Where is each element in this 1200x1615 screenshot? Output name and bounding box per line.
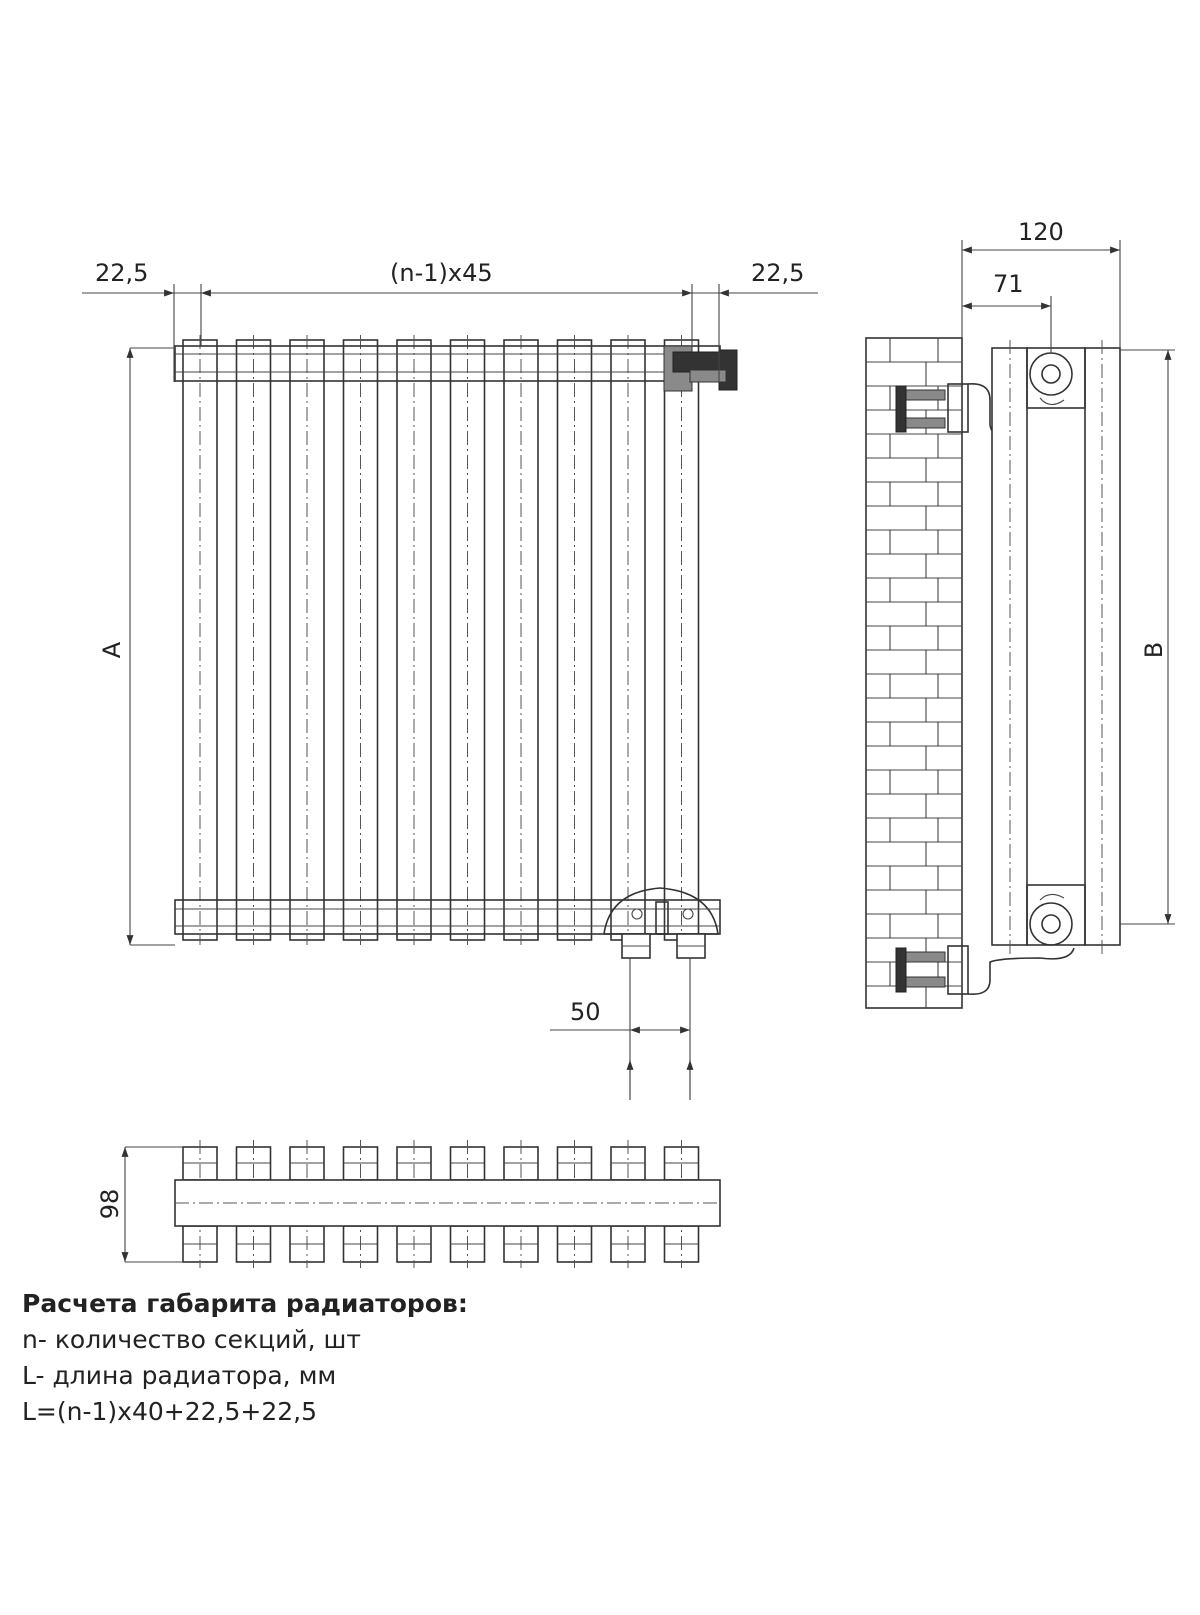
- dim-pitch: (n-1)x45: [390, 259, 493, 287]
- dim-axis-height-b: B: [1140, 641, 1168, 659]
- collector-bottom: [1030, 894, 1072, 945]
- dim-depth-axis: 71: [993, 270, 1024, 298]
- section-depth-dimension: [125, 1147, 182, 1262]
- dim-end-right: 22,5: [751, 259, 805, 287]
- wall-bracket-lower: [896, 946, 1074, 994]
- notes-title: Расчета габарита радиаторов:: [22, 1289, 468, 1318]
- dim-section-depth: 98: [96, 1188, 124, 1220]
- plan-view: [96, 1140, 720, 1268]
- dim-end-left: 22,5: [95, 259, 149, 287]
- brick-wall: [866, 338, 962, 1008]
- bottom-header: [175, 900, 720, 934]
- notes-line-sections: n- количество секций, шт: [22, 1325, 361, 1354]
- notes-line-length: L- длина радиатора, мм: [22, 1361, 337, 1390]
- notes-line-formula: L=(n-1)x40+22,5+22,5: [22, 1397, 317, 1426]
- brick-courses: [866, 338, 962, 1008]
- dim-depth-total: 120: [1018, 218, 1064, 246]
- side-view: [866, 218, 1175, 1008]
- depth-total-dimension: [962, 240, 1120, 348]
- axis-height-b-dimension: [1120, 350, 1175, 924]
- front-view: [82, 259, 818, 1100]
- front-tubes: [183, 335, 699, 945]
- depth-axis-dimension: [962, 296, 1051, 353]
- dim-connection-spacing: 50: [570, 998, 601, 1026]
- collector-top: [1030, 353, 1072, 405]
- air-vent-fitting: [664, 346, 737, 391]
- dim-height-a: A: [98, 641, 126, 659]
- connection-spacing-dimension: [550, 958, 690, 1100]
- calculation-notes: [22, 1286, 468, 1430]
- height-a-dimension: [130, 348, 175, 945]
- top-header: [175, 346, 720, 381]
